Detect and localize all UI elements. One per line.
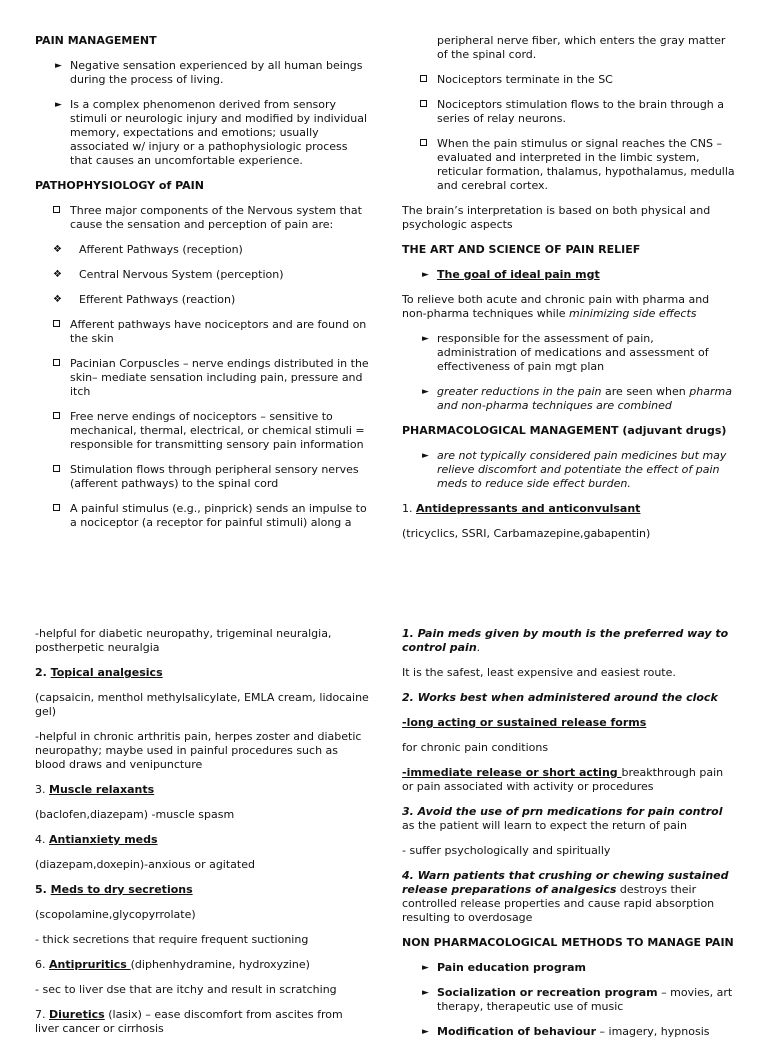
- diuretics-heading: 7. Diuretics (lasix) – ease discomfort from ascites from liver cancer or cirrhosis: [35, 1008, 343, 1035]
- bullet-item: ► The goal of ideal pain mgt: [422, 268, 600, 281]
- diamond-bullet-item: ❖ Central Nervous System (perception): [53, 268, 284, 281]
- antidepressants-heading: 1. Antidepressants and anticonvulsant: [402, 502, 641, 515]
- triangle-bullet-icon: ►: [422, 451, 429, 461]
- triangle-bullet-icon: ►: [55, 61, 62, 71]
- checkbox-bullet-item: Afferent pathways have nociceptors and are found on the skin: [35, 318, 370, 346]
- diamond-bullet-icon: ❖: [53, 294, 62, 305]
- triangle-bullet-icon: ►: [422, 963, 429, 973]
- helpful-text: -helpful for diabetic neuropathy, trigeminal neuralgia, postherpetic neuralgia: [35, 627, 332, 654]
- bullet-item: ► Socialization or recreation program – movies, art therapy, therapeutic use of music: [422, 986, 733, 1013]
- pathophysiology-heading: PATHOPHYSIOLOGY of PAIN: [35, 179, 204, 192]
- triangle-bullet-icon: ►: [422, 988, 429, 998]
- brain-interpretation-text: The brain’s interpretation is based on both physical and psychologic aspects: [402, 204, 711, 231]
- checkbox-bullet-item: Stimulation flows through peripheral sensory nerves (afferent pathways) to the spinal cord: [35, 463, 370, 491]
- triangle-bullet-icon: ►: [422, 334, 429, 344]
- bullet-item: ► Pain education program: [422, 961, 587, 974]
- bullet-item: ► Is a complex phenomenon derived from sensory stimuli or neurologic injury and modified by individual memory, expectations and emotions; usually associated w/ injury or a pathophysiologic process that causes an uncomfortable experience.: [55, 98, 368, 167]
- immediate-release: -immediate release or short acting breakthrough pain or pain associated with activity or procedures: [402, 766, 724, 793]
- helpful-text: -helpful in chronic arthritis pain, herpes zoster and diabetic neuropathy; maybe used in painful procedures such as blood draws and venipuncture: [35, 730, 362, 771]
- long-acting-sub: for chronic pain conditions: [402, 741, 549, 754]
- diamond-bullet-icon: ❖: [53, 269, 62, 280]
- topical-examples: (capsaicin, menthol methylsalicylate, EMLA cream, lidocaine gel): [35, 691, 369, 718]
- principle-4: 4. Warn patients that crushing or chewing sustained release preparations of analgesics destroys their controlled release properties and cause rapid absorption resulting to overdosage: [402, 869, 729, 924]
- square-bullet-icon: [53, 504, 60, 511]
- pharmacological-heading: PHARMACOLOGICAL MANAGEMENT (adjuvant drugs): [402, 424, 727, 437]
- top-left-column: [35, 34, 370, 541]
- bullet-item: ► are not typically considered pain medicines but may relieve discomfort and potentiate the effect of pain meds to reduce side effect burden.: [422, 449, 727, 490]
- diamond-bullet-item: ❖ Afferent Pathways (reception): [53, 243, 243, 256]
- bullet-item: ► Modification of behaviour – imagery, hypnosis: [422, 1025, 710, 1038]
- pain-management-heading: PAIN MANAGEMENT: [35, 34, 157, 47]
- checkbox-bullet-item: Pacinian Corpuscles – nerve endings distributed in the skin– mediate sensation including pain, pressure and itch: [35, 357, 370, 399]
- triangle-bullet-icon: ►: [422, 387, 429, 397]
- dry-secretions-examples: (scopolamine,glycopyrrolate): [35, 908, 196, 921]
- checkbox-bullet-item: When the pain stimulus or signal reaches the CNS – evaluated and interpreted in the limbic system, reticular formation, thalamus, hypothalamus, medulla and cerebral cortex.: [402, 137, 737, 193]
- principle-1: 1. Pain meds given by mouth is the preferred way to control pain.: [402, 627, 729, 654]
- checkbox-bullet-item: Three major components of the Nervous system that cause the sensation and perception of pain are:: [35, 204, 370, 232]
- antianxiety-examples: (diazepam,doxepin)-anxious or agitated: [35, 858, 255, 871]
- checkbox-bullet-item: Free nerve endings of nociceptors – sensitive to mechanical, thermal, electrical, or chemical stimuli = responsible for transmitting sensory pain information: [35, 410, 370, 452]
- antidepressants-examples: (tricyclics, SSRI, Carbamazepine,gabapentin): [402, 527, 651, 540]
- triangle-bullet-icon: ►: [55, 100, 62, 110]
- diamond-bullet-item: ❖ Efferent Pathways (reaction): [53, 293, 236, 306]
- square-bullet-icon: [420, 100, 427, 107]
- continued-text: peripheral nerve fiber, which enters the gray matter of the spinal cord.: [437, 34, 726, 61]
- relieve-paragraph: To relieve both acute and chronic pain with pharma and non-pharma techniques while minimizing side effects: [402, 293, 710, 320]
- principle-2: 2. Works best when administered around the clock: [402, 691, 718, 704]
- topical-analgesics-heading: 2. Topical analgesics: [35, 666, 163, 679]
- triangle-bullet-icon: ►: [422, 270, 429, 280]
- muscle-relaxants-examples: (baclofen,diazepam) -muscle spasm: [35, 808, 235, 821]
- checkbox-bullet-item: A painful stimulus (e.g., pinprick) sends an impulse to a nociceptor (a receptor for painful stimuli) along a: [35, 502, 370, 530]
- antianxiety-heading: 4. Antianxiety meds: [35, 833, 158, 846]
- square-bullet-icon: [53, 412, 60, 419]
- square-bullet-icon: [53, 359, 60, 366]
- art-science-heading: THE ART AND SCIENCE OF PAIN RELIEF: [402, 243, 641, 256]
- square-bullet-icon: [420, 139, 427, 146]
- square-bullet-icon: [53, 320, 60, 327]
- principle-3-sub: - suffer psychologically and spiritually: [402, 844, 611, 857]
- bullet-item: ► Negative sensation experienced by all human beings during the process of living.: [55, 59, 363, 86]
- non-pharmacological-heading: NON PHARMACOLOGICAL METHODS TO MANAGE PAIN: [402, 936, 734, 949]
- bottom-right-column: [402, 627, 737, 1050]
- bottom-left-column: [35, 627, 370, 1047]
- checkbox-bullet-item: Nociceptors stimulation flows to the brain through a series of relay neurons.: [402, 98, 737, 126]
- muscle-relaxants-heading: 3. Muscle relaxants: [35, 783, 155, 796]
- triangle-bullet-icon: ►: [422, 1027, 429, 1037]
- square-bullet-icon: [420, 75, 427, 82]
- antipruritics-heading: 6. Antipruritics (diphenhydramine, hydroxyzine): [35, 958, 310, 971]
- principle-3: 3. Avoid the use of prn medications for pain control as the patient will learn to expect the return of pain: [402, 805, 723, 832]
- antipruritics-note: - sec to liver dse that are itchy and result in scratching: [35, 983, 337, 996]
- principle-1-sub: It is the safest, least expensive and easiest route.: [402, 666, 676, 679]
- square-bullet-icon: [53, 206, 60, 213]
- dry-secretions-heading: 5. Meds to dry secretions: [35, 883, 193, 896]
- diamond-bullet-icon: ❖: [53, 244, 62, 255]
- long-acting-heading: -long acting or sustained release forms: [402, 716, 647, 729]
- square-bullet-icon: [53, 465, 60, 472]
- top-right-column: [402, 34, 737, 552]
- bullet-item: ► greater reductions in the pain are seen when pharma and non-pharma techniques are combined: [422, 385, 732, 412]
- dry-secretions-note: - thick secretions that require frequent suctioning: [35, 933, 309, 946]
- bullet-item: ► responsible for the assessment of pain, administration of medications and assessment of effectiveness of pain mgt plan: [422, 332, 709, 373]
- checkbox-bullet-item: Nociceptors terminate in the SC: [402, 73, 737, 87]
